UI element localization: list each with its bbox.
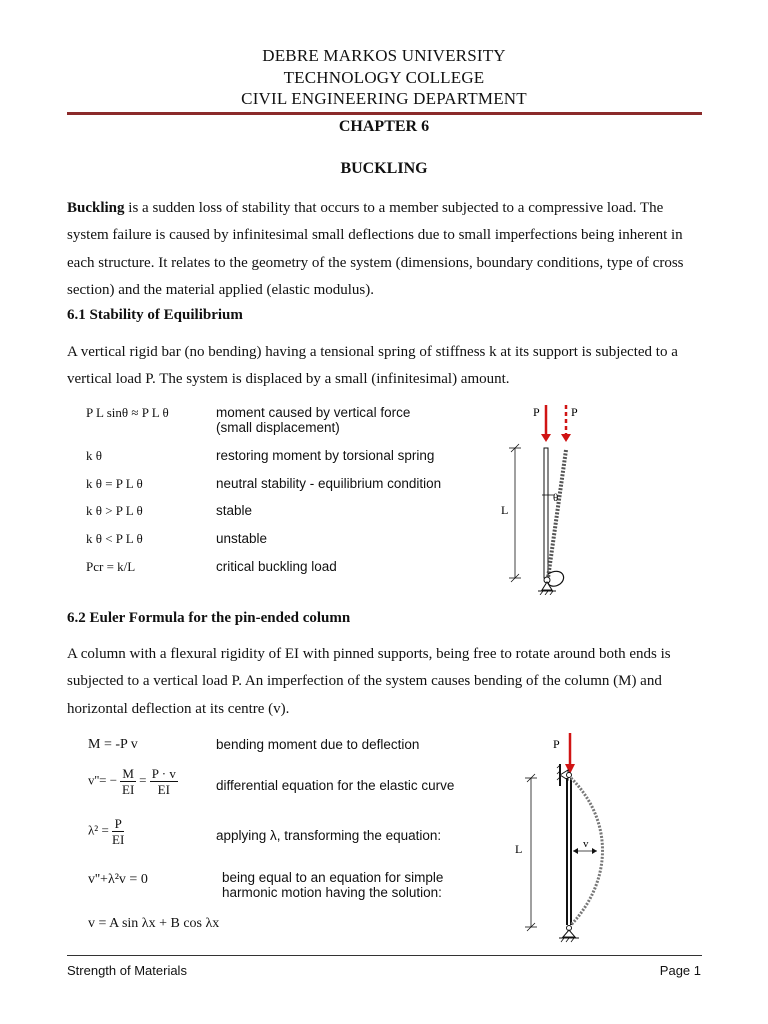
load-arrowhead bbox=[541, 434, 551, 442]
college-name: TECHNOLOGY COLLEGE bbox=[283, 68, 485, 87]
eq-moment: P L sinθ ≈ P L θ bbox=[86, 405, 169, 420]
displaced-load-arrowhead bbox=[561, 434, 571, 442]
desc-lambda: applying λ, transforming the equation: bbox=[216, 828, 442, 843]
displaced-bar bbox=[548, 450, 566, 578]
department-name: CIVIL ENGINEERING DEPARTMENT bbox=[241, 89, 527, 108]
theta-label: θ bbox=[553, 492, 559, 504]
pin-ended-column-figure bbox=[505, 730, 615, 945]
fig1-load2-label: P bbox=[571, 405, 578, 419]
bottom-pin-support bbox=[563, 930, 575, 937]
eq-neutral: k θ = P L θ bbox=[86, 476, 143, 491]
section1-paragraph: A vertical rigid bar (no bending) having a tensional spring of stiffness k at its support is subjected to a vertical load P. The system is displaced by a small (infinitesimal) amount. bbox=[67, 344, 678, 388]
desc-moment: moment caused by vertical force (small displacement) bbox=[216, 405, 411, 435]
intro-text: is a sudden loss of stability that occurs to a member subjected to a compressive load. The system failure is caused by infinitesimal small deflections due to small imperfections being inherent in each structure. It relates to the geometry of the system (dimensions, boundary conditions, type of cross section) and the material applied (elastic modulus). bbox=[67, 200, 684, 299]
rigid-bar-figure bbox=[490, 400, 610, 595]
topic-title: BUCKLING bbox=[340, 160, 428, 177]
footer-page-number: Page 1 bbox=[659, 963, 701, 978]
desc-unstable: unstable bbox=[216, 531, 268, 546]
desc-bending-moment: bending moment due to deflection bbox=[216, 737, 420, 752]
desc-differential: differential equation for the elastic curve bbox=[216, 778, 455, 793]
eq-unstable: k θ < P L θ bbox=[86, 531, 143, 546]
eq-harmonic: v''+λ²v = 0 bbox=[88, 872, 148, 887]
chapter-title: CHAPTER 6 bbox=[338, 118, 430, 135]
section2-heading: 6.2 Euler Formula for the pin-ended column bbox=[67, 610, 351, 626]
eq-bending-moment: M = -P v bbox=[88, 737, 138, 752]
desc-harmonic: being equal to an equation for simple harmonic motion having the solution: bbox=[222, 870, 444, 900]
footer-rule bbox=[67, 955, 702, 956]
eq-differential: v''= − $\frac{M}{EI}$ = $\frac{P \cdot v}{EI}$ bbox=[88, 766, 176, 797]
desc-stable: stable bbox=[216, 503, 253, 518]
section1-heading: 6.1 Stability of Equilibrium bbox=[67, 307, 243, 323]
fig1-length-label: L bbox=[501, 503, 509, 517]
intro-paragraph bbox=[67, 195, 703, 305]
fig2-load-label: P bbox=[553, 737, 560, 751]
eq-restoring: k θ bbox=[86, 448, 102, 463]
torsional-spring bbox=[548, 571, 564, 586]
fig1-load-label: P bbox=[533, 405, 540, 419]
rigid-bar bbox=[544, 448, 548, 578]
fig2-deflection-label: v bbox=[583, 838, 589, 850]
eq-stable: k θ > P L θ bbox=[86, 503, 143, 518]
intro-term: Buckling bbox=[67, 200, 125, 216]
desc-restoring: restoring moment by torsional spring bbox=[216, 448, 435, 463]
fig2-length-label: L bbox=[515, 842, 523, 856]
eq-solution: v = A sin λx + B cos λx bbox=[88, 916, 220, 931]
header-rule bbox=[67, 112, 702, 115]
university-name: DEBRE MARKOS UNIVERSITY bbox=[262, 46, 506, 65]
eq-critical: Pcr = k/L bbox=[86, 559, 136, 574]
desc-critical: critical buckling load bbox=[216, 559, 337, 574]
section2-paragraph: A column with a flexural rigidity of EI with pinned supports, being free to rotate around both ends is subjected to a vertical load P. An imperfection of the system causes bending of the column (M) and horizontal deflection at its centre (v). bbox=[67, 646, 671, 717]
desc-neutral: neutral stability - equilibrium condition bbox=[216, 476, 442, 491]
footer-course: Strength of Materials bbox=[67, 963, 187, 978]
eq-lambda: λ² = $\frac{P}{EI}$ bbox=[88, 816, 125, 847]
